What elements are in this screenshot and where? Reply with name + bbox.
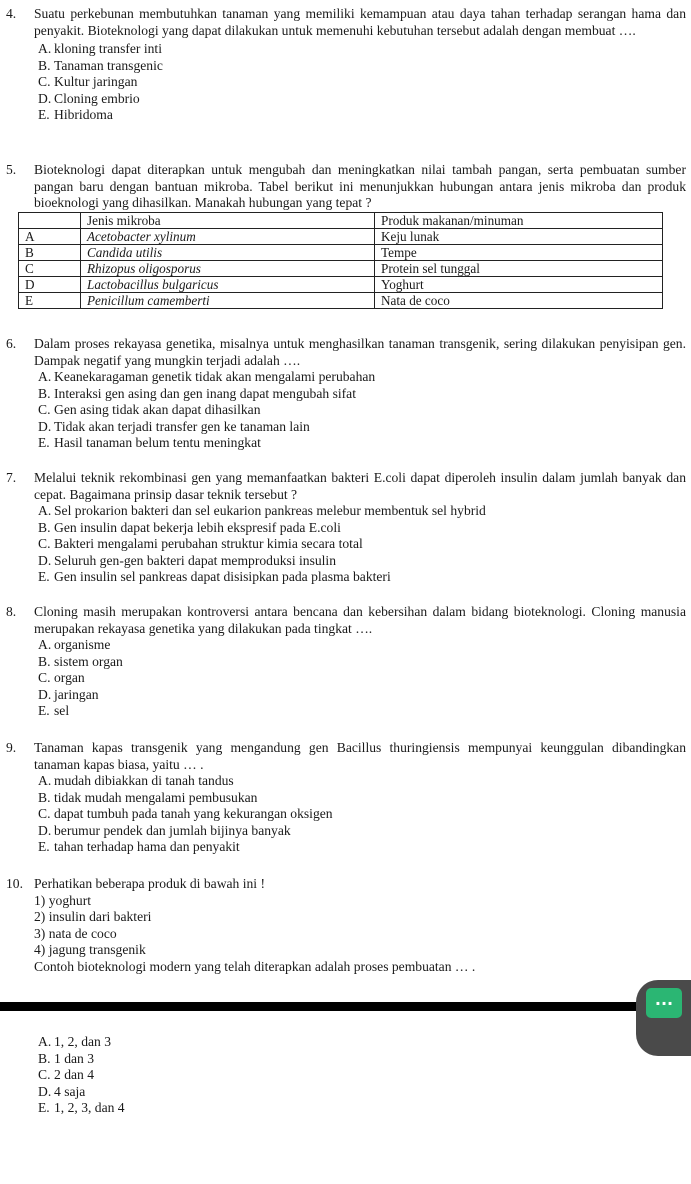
question-9	[6, 740, 686, 856]
option-d: D. jaringan	[38, 686, 99, 702]
question-number: 10.	[6, 876, 23, 891]
option-c: C. Kultur jaringan	[38, 74, 138, 89]
options-list	[38, 369, 686, 452]
table-cell: A	[19, 228, 81, 244]
question-7	[6, 470, 686, 586]
options-list	[38, 41, 686, 124]
microbe-product-table	[18, 212, 663, 309]
option-c: C. organ	[38, 670, 85, 685]
table-row	[19, 292, 663, 308]
table-cell: Nata de coco	[375, 292, 663, 308]
table-cell: Acetobacter xylinum	[81, 228, 375, 244]
table-cell: D	[19, 276, 81, 292]
question-number: 5.	[6, 162, 17, 177]
question-number: 8.	[6, 604, 17, 619]
table-cell: Protein sel tunggal	[375, 260, 663, 276]
question-text: Suatu perkebunan membutuhkan tanaman yang memiliki kemampuan atau daya tahan terhadap serangan hama dan penyakit. Bioteknologi yang dapat dilakukan untuk memenuhi kebutuhan tersebut adalah dengan membuat ….	[34, 6, 686, 38]
option-e: E. sel	[38, 703, 70, 718]
table-row	[19, 276, 663, 292]
table-row	[19, 228, 663, 244]
option-d: D. Tidak akan terjadi transfer gen ke tanaman lain	[38, 418, 310, 434]
table-header-cell: Produk makanan/minuman	[375, 212, 663, 228]
table-header-cell: Jenis mikroba	[81, 212, 375, 228]
table-cell: Rhizopus oligosporus	[81, 260, 375, 276]
divider-bar	[0, 1002, 691, 1011]
option-e: E. tahan terhadap hama dan penyakit	[38, 839, 240, 854]
question-text: Perhatikan beberapa produk di bawah ini !	[34, 876, 266, 891]
option-b: B. sistem organ	[38, 653, 123, 669]
product-list	[34, 893, 686, 976]
option-b: B. Gen insulin dapat bekerja lebih ekspresif pada E.coli	[38, 519, 341, 535]
table-cell: Candida utilis	[81, 244, 375, 260]
options-list	[38, 773, 686, 856]
question-number: 6.	[6, 336, 17, 351]
option-e: E. Hibridoma	[38, 107, 113, 122]
question-5	[6, 162, 686, 309]
question-4	[6, 6, 686, 124]
table-cell: Yoghurt	[375, 276, 663, 292]
option-d: D. berumur pendek dan jumlah bijinya banyak	[38, 822, 291, 838]
option-e: E. Hasil tanaman belum tentu meningkat	[38, 435, 261, 450]
list-item: 2) insulin dari bakteri	[34, 909, 152, 924]
question-text: Dalam proses rekayasa genetika, misalnya untuk menghasilkan tanaman transgenik, sering dilakukan penyisipan gen. Dampak negatif yang mungkin terjadi adalah ….	[34, 336, 686, 368]
question-10	[6, 876, 686, 975]
option-d: D. Seluruh gen-gen bakteri dapat memproduksi insulin	[38, 552, 337, 568]
question-10-options	[6, 1034, 686, 1117]
question-text: Cloning masih merupakan kontroversi antara bencana dan kebersihan dalam bidang bioteknologi. Cloning manusia merupakan rekayasa genetika yang dilakukan pada tingkat ….	[34, 604, 686, 636]
table-header-cell	[19, 212, 81, 228]
option-d: D. Cloning embrio	[38, 90, 140, 106]
option-b: B. tidak mudah mengalami pembusukan	[38, 789, 258, 805]
question-6	[6, 336, 686, 452]
table-cell: B	[19, 244, 81, 260]
list-item: 1) yoghurt	[34, 892, 92, 908]
option-b: B. 1 dan 3	[38, 1050, 95, 1066]
table-cell: Tempe	[375, 244, 663, 260]
option-c: C. Bakteri mengalami perubahan struktur kimia secara total	[38, 536, 363, 551]
options-list	[38, 1034, 686, 1117]
table-header-row	[19, 212, 663, 228]
options-list	[38, 503, 686, 586]
option-b: B. Tanaman transgenic	[38, 57, 163, 73]
table-cell: E	[19, 292, 81, 308]
option-c: C. 2 dan 4	[38, 1067, 95, 1082]
question-number: 4.	[6, 6, 17, 21]
options-list	[38, 637, 686, 720]
question-number: 9.	[6, 740, 17, 755]
question-text: Melalui teknik rekombinasi gen yang memanfaatkan bakteri E.coli dapat diperoleh insulin dalam jumlah banyak dan cepat. Bagaimana prinsip dasar teknik tersebut ?	[34, 470, 686, 502]
option-b: B. Interaksi gen asing dan gen inang dapat mengubah sifat	[38, 385, 356, 401]
option-a: A. kloning transfer inti	[38, 41, 162, 56]
option-a: A. mudah dibiakkan di tanah tandus	[38, 773, 234, 788]
table-cell: Lactobacillus bulgaricus	[81, 276, 375, 292]
option-e: E. Gen insulin sel pankreas dapat disisipkan pada plasma bakteri	[38, 569, 391, 584]
question-text: Tanaman kapas transgenik yang mengandung gen Bacillus thuringiensis mempunyai keunggulan dibandingkan tanaman kapas biasa, yaitu … .	[34, 740, 686, 772]
table-row	[19, 244, 663, 260]
list-item: 4) jagung transgenik	[34, 942, 146, 957]
option-a: A. 1, 2, dan 3	[38, 1034, 112, 1049]
table-cell: Keju lunak	[375, 228, 663, 244]
option-c: C. Gen asing tidak akan dapat dihasilkan	[38, 402, 261, 417]
table-row	[19, 260, 663, 276]
table-cell: C	[19, 260, 81, 276]
option-e: E. 1, 2, 3, dan 4	[38, 1100, 125, 1115]
option-a: A. Sel prokarion bakteri dan sel eukarion pankreas melebur membentuk sel hybrid	[38, 503, 486, 518]
question-8	[6, 604, 686, 720]
option-c: C. dapat tumbuh pada tanah yang kekurangan oksigen	[38, 806, 333, 821]
option-d: D. 4 saja	[38, 1083, 86, 1099]
question-text: Bioteknologi dapat diterapkan untuk mengubah dan meningkatkan nilai tambah pangan, serta pembuatan sumber pangan baru dengan bantuan mikroba. Tabel berikut ini menunjukkan hubungan antara jenis mikroba dan produk bioeknologi yang dihasilkan. Manakah hubungan yang tepat ?	[34, 162, 686, 210]
option-a: A. Keanekaragaman genetik tidak akan mengalami perubahan	[38, 369, 376, 384]
list-item: 3) nata de coco	[34, 925, 117, 941]
table-cell: Penicillum camemberti	[81, 292, 375, 308]
more-options-button[interactable]: ...	[646, 988, 682, 1018]
question-number: 7.	[6, 470, 17, 485]
question-prompt: Contoh bioteknologi modern yang telah diterapkan adalah proses pembuatan … .	[34, 958, 476, 974]
option-a: A. organisme	[38, 637, 111, 652]
